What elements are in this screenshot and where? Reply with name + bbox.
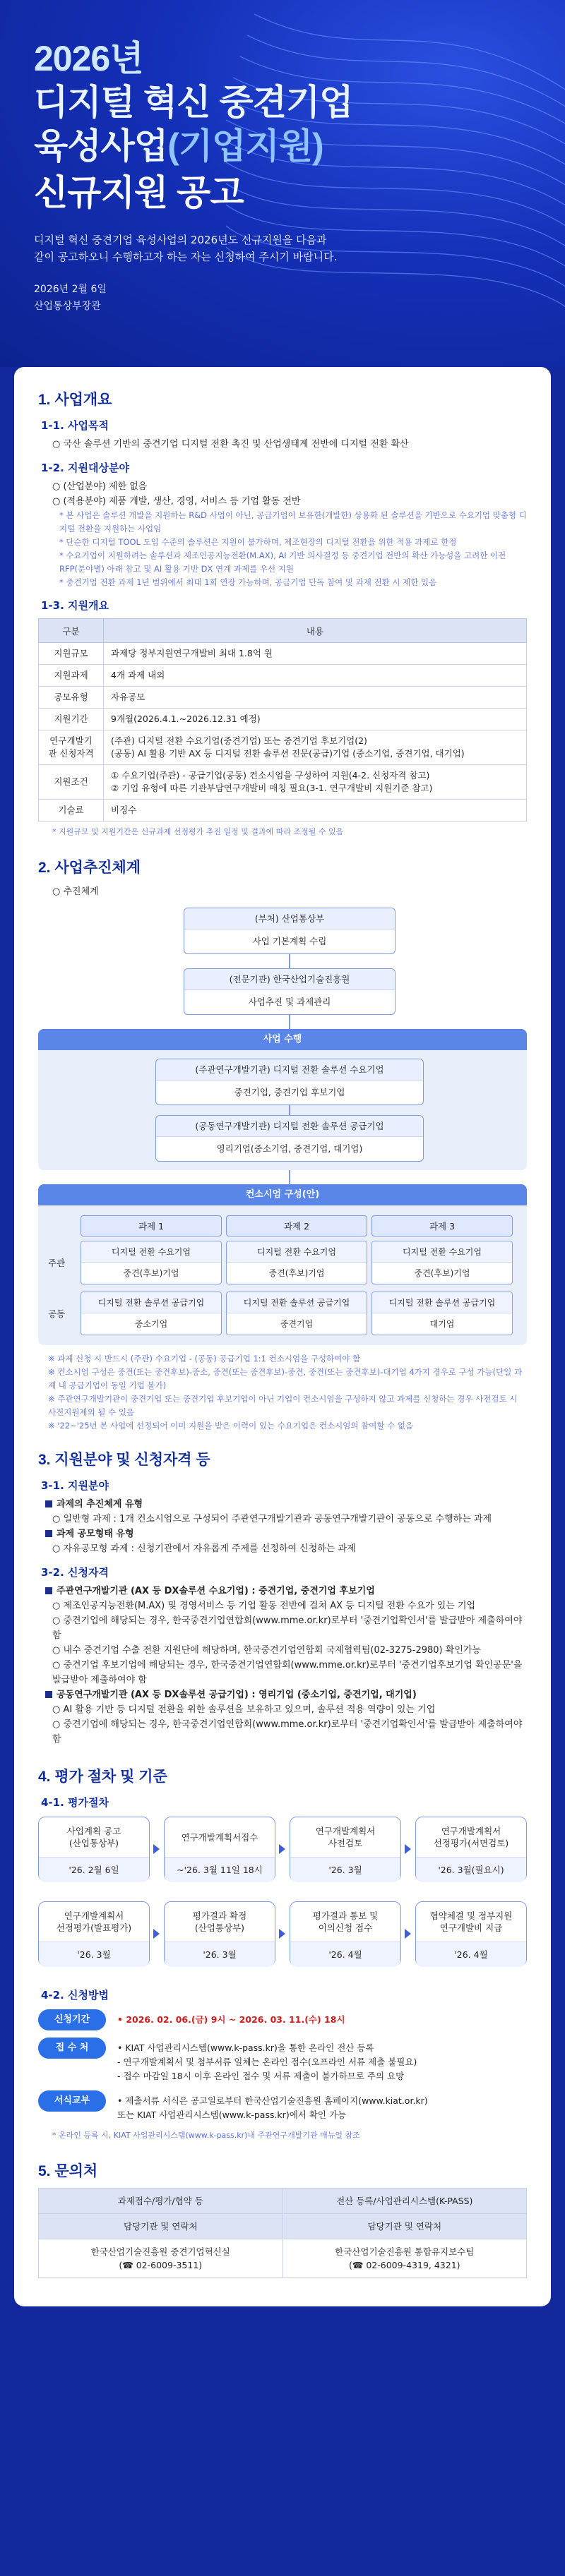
overview-key: 연구개발기관 신청자격 <box>39 730 104 765</box>
joint-org-box <box>155 1115 424 1162</box>
purpose-text: ○ 국산 솔루션 기반의 중견기업 디지털 전환 촉진 및 산업생태계 전반에 디지털 전환 확산 <box>52 439 409 450</box>
apply-schedule <box>38 2009 527 2122</box>
lead-eligibility-item: ○ 중견기업 후보기업에 해당되는 경우, 한국중견기업연합회(www.mme.or.kr)로부터 '중견기업후보기업 확인공문'을 발급받아 제출하여야 함 <box>52 1660 523 1685</box>
schedule-line: • 2026. 02. 06.(금) 9시 ~ 2026. 03. 11.(수) 18시 <box>117 2014 345 2025</box>
lead-eligibility-item: ○ 중견기업에 해당되는 경우, 한국중견기업연합회(www.mme.or.kr)로부터 '중견기업확인서'를 발급받아 제출하여야 함 <box>52 1615 523 1641</box>
target-notes <box>38 509 527 589</box>
overview-row <box>39 687 527 709</box>
target-title: 1-2. 지원대상분야 <box>41 462 129 474</box>
announce-date: 2026년 2월 6일 <box>34 284 107 295</box>
step-date: '26. 3월 <box>39 1942 149 1967</box>
step-title: 사업계획 공고 (산업통상부) <box>66 1826 121 1848</box>
overview-row <box>39 643 527 665</box>
hero-title <box>34 37 531 215</box>
contact-header: 과제접수/평가/협약 등 <box>39 2189 283 2214</box>
overview-value: 비징수 <box>104 800 527 821</box>
schedule-label: 신청기간 <box>38 2009 106 2030</box>
cell-role: 디지털 전환 수요기업 <box>227 1241 367 1263</box>
overview-key: 지원기간 <box>39 709 104 730</box>
support-field-title: 3-1. 지원분야 <box>41 1479 109 1492</box>
structure-label: ○ 추진체계 <box>52 886 99 897</box>
joint-org-label: (공동연구개발기관) 디지털 전환 솔루션 공급기업 <box>156 1116 423 1137</box>
overview-table <box>38 618 527 821</box>
procedure-title: 4-1. 평가절차 <box>41 1796 109 1809</box>
heading-text: 과제 공모형태 유형 <box>56 1529 134 1539</box>
overview-row <box>39 730 527 765</box>
overview-key: 지원조건 <box>39 765 104 800</box>
step-title: 평가결과 확정 (산업통상부) <box>192 1910 247 1933</box>
overview-key: 지원과제 <box>39 665 104 687</box>
cell-type: 대기업 <box>429 1319 455 1329</box>
step-title: 평가결과 통보 및 이의신청 접수 <box>312 1910 379 1933</box>
consortium-joint-cell <box>81 1292 222 1335</box>
step-title: 연구개발계획서접수 <box>181 1831 258 1843</box>
procedure-step <box>164 1817 275 1882</box>
procedure-step <box>415 1817 527 1882</box>
section-3-title: 3. 지원분야 및 신청자격 등 <box>38 1452 210 1468</box>
lead-eligibility-item: ○ 내수 중견기업 수출 전환 지원단에 해당하며, 한국중견기업연합회 국제협력팀(02-3275-2980) 확인가능 <box>52 1645 481 1656</box>
structure-notes <box>38 1352 527 1433</box>
heading-lead-eligibility <box>38 1584 527 1599</box>
procedure-step <box>415 1901 527 1966</box>
hero-intro: 디지털 혁신 중견기업 육성사업의 2026년도 신규지원을 다음과 같이 공고하오니 수행하고자 하는 자는 신청하여 주시기 바랍니다. <box>34 234 338 263</box>
schedule-text <box>106 2038 417 2083</box>
arrow-right-icon <box>153 1844 160 1854</box>
task-1-header: 과제 1 <box>81 1215 222 1236</box>
ministry-box <box>184 908 396 954</box>
agency-box <box>184 968 396 1015</box>
schedule-line: • 제출서류 서식은 공고일로부터 한국산업기술진흥원 홈페이지(www.kiat.or.kr) <box>117 2095 428 2106</box>
arrow-right-icon <box>279 1929 285 1939</box>
heading-joint-eligibility <box>38 1687 527 1702</box>
hero-banner <box>0 0 565 367</box>
general-task-desc: ○ 일반형 과제 : 1개 컨소시엄으로 구성되어 주관연구개발기관과 공동연구개발기관이 공동으로 수행하는 과제 <box>52 1514 492 1524</box>
execution-label: 사업 수행 <box>38 1029 527 1050</box>
overview-key: 지원규모 <box>39 643 104 665</box>
agency-label: (전문기관) 한국산업기술진흥원 <box>184 969 395 990</box>
title-line-3b: (기업지원) <box>167 126 323 166</box>
connector <box>289 1015 290 1029</box>
step-date: '26. 3월 <box>290 1857 400 1882</box>
cell-role: 디지털 전환 솔루션 공급기업 <box>372 1292 512 1313</box>
overview-row <box>39 800 527 821</box>
consortium-joint-cell <box>226 1292 367 1335</box>
cell-type: 중견(후보)기업 <box>268 1268 325 1278</box>
consortium-lead-cell <box>371 1241 513 1284</box>
schedule-text <box>106 2090 428 2122</box>
lead-org-box <box>155 1059 424 1105</box>
joint-org-type: 영리기업(중소기업, 중견기업, 대기업) <box>216 1143 363 1154</box>
schedule-row <box>38 2038 527 2083</box>
note: ※ 과제 신청 시 반드시 (주관) 수요기업 - (공동) 공급기업 1:1 컨소시엄을 구성하여야 함 <box>48 1354 361 1364</box>
overview-row <box>39 665 527 687</box>
cell-type: 중견(후보)기업 <box>123 1268 179 1278</box>
overview-value: ① 수요기업(주관) - 공급기업(공동) 컨소시엄을 구성하여 지원(4-2. 신청자격 참고) ② 기업 유형에 따른 기관부담연구개발비 매칭 필요(3-1. 연구개발비 지원기준 참고) <box>104 765 527 800</box>
procedure-step <box>38 1817 150 1882</box>
square-bullet-icon <box>45 1530 52 1537</box>
title-line-4: 신규지원 공고 <box>34 173 244 212</box>
note: * 본 사업은 솔루션 개발을 지원하는 R&D 사업이 아닌, 공급기업이 보유한(개발한) 상용화 된 솔루션을 기반으로 수요기업 맞춤형 디지털 전환을 지원하는 사업임 <box>59 510 527 534</box>
free-call-desc: ○ 자유공모형 과제 : 신청기관에서 자유롭게 주제를 선정하여 신청하는 과제 <box>52 1543 356 1554</box>
agency-role: 사업추진 및 과제관리 <box>248 997 331 1007</box>
step-date: ~'26. 3월 11일 18시 <box>165 1857 275 1882</box>
apply-note: * 온라인 등록 시, KIAT 사업관리시스템(www.k-pass.kr)내 주관연구개발기관 매뉴얼 참조 <box>52 2131 360 2140</box>
schedule-row <box>38 2090 527 2122</box>
cell-role: 디지털 전환 솔루션 공급기업 <box>227 1292 367 1313</box>
section-2-title: 2. 사업추진체계 <box>38 860 141 876</box>
procedure-step <box>290 1817 401 1882</box>
table-header: 구분 <box>39 619 104 643</box>
arrow-right-icon <box>279 1844 285 1854</box>
overview-key: 기술료 <box>39 800 104 821</box>
step-date: '26. 4월 <box>290 1942 400 1967</box>
contact-subheader: 담당기관 및 연락처 <box>39 2214 283 2239</box>
note: * 단순한 디지털 TOOL 도입 수준의 솔루션은 지원이 불가하며, 제조현장의 디지털 전환을 위한 적용 과제로 한정 <box>59 537 457 547</box>
schedule-row <box>38 2009 527 2030</box>
overview-value: 자유공모 <box>104 687 527 709</box>
note: ※ 컨소시엄 구성은 중견(또는 중견후보)-중소, 중견(또는 중견후보)-중견, 중견(또는 중견후보)-대기업 4가지 경우로 구성 가능(단일 과제 내 공급기업이 동일 기업 불가) <box>48 1367 523 1390</box>
lead-eligibility-item: ○ 제조인공지능전환(M.AX) 및 경영서비스 등 기업 활동 전반에 걸쳐 AX 등 디지털 전환 수요가 있는 기업 <box>52 1601 476 1611</box>
arrow-right-icon <box>153 1929 160 1939</box>
contact-info: 한국산업기술진흥원 중견기업혁신실 (☎ 02-6009-3511) <box>39 2239 283 2278</box>
note: ※ 주관연구개발기관이 중견기업 또는 중견기업 후보기업이 아닌 기업이 컨소시엄을 구성하지 않고 과제를 신청하는 경우 사전검토 시 사전지원제외 될 수 있음 <box>48 1394 518 1417</box>
arrow-right-icon <box>405 1929 411 1939</box>
overview-value: (주관) 디지털 전환 수요기업(중견기업) 또는 중견기업 후보기업(2) (공동) AI 활용 기반 AX 등 디지털 전환 솔루션 전문(공급)기업 (중소기업, 중견기업, 대기업) <box>104 730 527 765</box>
task-3-header: 과제 3 <box>371 1215 513 1236</box>
heading-text: 공동연구개발기관 (AX 등 DX솔루션 공급기업) : 영리기업 (중소기업, 중견기업, 대기업) <box>56 1690 417 1700</box>
procedure-step <box>164 1901 275 1966</box>
note: * 중견기업 전환 과제 1년 범위에서 최대 1회 연장 가능하며, 공급기업 단독 참여 및 과제 전환 시 제한 있음 <box>59 577 437 587</box>
row-label-lead: 주관 <box>48 1258 66 1268</box>
cell-role: 디지털 전환 솔루션 공급기업 <box>81 1292 221 1313</box>
schedule-label: 서식교부 <box>38 2090 106 2112</box>
contact-header: 전산 등록/사업관리시스템(K-PASS) <box>282 2189 527 2214</box>
procedure-flow <box>38 1817 527 1979</box>
note: ※ '22~'25년 본 사업에 선정되어 이미 지원을 받은 이력이 있는 수요기업은 컨소시엄의 참여할 수 없음 <box>48 1421 414 1431</box>
contact-info: 한국산업기술진흥원 통합유지보수팀 (☎ 02-6009-4319, 4321) <box>282 2239 527 2278</box>
lead-org-label: (주관연구개발기관) 디지털 전환 솔루션 수요기업 <box>156 1059 423 1081</box>
step-title: 연구개발계획서 선정평가(서면검토) <box>433 1826 509 1848</box>
schedule-line: 또는 KIAT 사업관리시스템(www.k-pass.kr)에서 확인 가능 <box>117 2109 347 2120</box>
step-title: 연구개발계획서 사전검토 <box>315 1826 376 1848</box>
connector <box>289 1105 290 1115</box>
connector <box>289 1170 290 1184</box>
overview-note: * 지원규모 및 지원기간은 신규과제 선정평가 추진 일정 및 결과에 따라 조정될 수 있음 <box>52 827 344 836</box>
target-industry: ○ (산업분야) 제한 없음 <box>52 481 148 492</box>
overview-row <box>39 765 527 800</box>
task-2-header: 과제 2 <box>226 1215 367 1236</box>
title-line-2: 디지털 혁신 중견기업 <box>34 83 353 122</box>
schedule-line: - 접수 마감일 18시 이후 온라인 접수 및 서류 제출이 불가하므로 주의 요망 <box>117 2071 405 2081</box>
purpose-title: 1-1. 사업목적 <box>41 419 109 432</box>
contact-table <box>38 2188 527 2278</box>
table-header: 내용 <box>104 619 527 643</box>
square-bullet-icon <box>45 1500 52 1507</box>
square-bullet-icon <box>45 1587 52 1594</box>
title-year: 2026년 <box>34 39 143 78</box>
issuer: 산업통상부장관 <box>34 301 101 312</box>
note: * 수요기업이 지원하려는 솔루션과 제조인공지능전환(M.AX), AI 기반 의사결정 등 중견기업 전반의 확산 가능성을 고려한 이전 RFP(분야별) 아래 참고 및 AI 활용 기반 DX 연계 과제를 우선 지원 <box>59 550 506 574</box>
heading-structure-type <box>38 1497 527 1512</box>
step-title: 협약체결 및 정부지원 연구개발비 지급 <box>429 1910 513 1933</box>
hero-date <box>34 281 531 315</box>
org-chart <box>38 908 527 1430</box>
row-label-joint: 공동 <box>48 1308 66 1319</box>
section-4-title: 4. 평가 절차 및 기준 <box>38 1769 167 1785</box>
lead-org-type: 중견기업, 중견기업 후보기업 <box>234 1087 345 1097</box>
step-date: '26. 3월 <box>165 1942 275 1967</box>
square-bullet-icon <box>45 1691 52 1698</box>
overview-value: 과제당 정부지원연구개발비 최대 1.8억 원 <box>104 643 527 665</box>
joint-eligibility-item: ○ 중견기업에 해당되는 경우, 한국중견기업연합회(www.mme.or.kr)로부터 '중견기업확인서'를 발급받아 제출하여야 함 <box>52 1719 523 1745</box>
schedule-line: - 연구개발계획서 및 첨부서류 일체는 온라인 접수(오프라인 서류 제출 불필요) <box>117 2057 417 2067</box>
consortium-joint-cell <box>371 1292 513 1335</box>
consortium-lead-cell <box>226 1241 367 1284</box>
section-5-title: 5. 문의처 <box>38 2163 98 2179</box>
title-line-3a: 육성사업 <box>34 126 168 166</box>
cell-role: 디지털 전환 수요기업 <box>81 1241 221 1263</box>
joint-eligibility-item: ○ AI 활용 기반 등 디지털 전환을 위한 솔루션을 보유하고 있으며, 솔루션 적용 역량이 있는 기업 <box>52 1704 436 1715</box>
cell-type: 중견기업 <box>280 1319 314 1329</box>
overview-key: 공모유형 <box>39 687 104 709</box>
cell-type: 중견(후보)기업 <box>414 1268 470 1278</box>
cell-type: 중소기업 <box>134 1319 168 1329</box>
step-date: '26. 2월 6일 <box>39 1857 149 1882</box>
schedule-line: • KIAT 사업관리시스템(www.k-pass.kr)을 통한 온라인 전산 등록 <box>117 2042 374 2053</box>
heading-text: 과제의 추진체계 유형 <box>56 1499 143 1510</box>
connector <box>289 954 290 968</box>
target-application: ○ (적용분야) 제품 개발, 생산, 경영, 서비스 등 기업 활동 전반 <box>52 496 301 507</box>
heading-text: 주관연구개발기관 (AX 등 DX솔루션 수요기업) : 중견기업, 중견기업 후보기업 <box>56 1586 375 1596</box>
consortium-label: 컨소시엄 구성(안) <box>38 1184 527 1205</box>
step-date: '26. 4월 <box>416 1942 526 1967</box>
ministry-role: 사업 기본계획 수립 <box>252 936 327 946</box>
contact-subheader: 담당기관 및 연락처 <box>282 2214 527 2239</box>
arrow-right-icon <box>405 1844 411 1854</box>
step-title: 연구개발계획서 선정평가(발표평가) <box>56 1910 132 1933</box>
section-1-title: 1. 사업개요 <box>38 392 112 408</box>
procedure-step <box>38 1901 150 1966</box>
apply-method-title: 4-2. 신청방법 <box>41 1989 109 2002</box>
overview-value: 9개월(2026.4.1.~2026.12.31 예정) <box>104 709 527 730</box>
procedure-step <box>290 1901 401 1966</box>
overview-value: 4개 과제 내외 <box>104 665 527 687</box>
content-card <box>14 367 551 2306</box>
step-date: '26. 3월(필요시) <box>416 1857 526 1882</box>
consortium-lead-cell <box>81 1241 222 1284</box>
overview-row <box>39 709 527 730</box>
cell-role: 디지털 전환 수요기업 <box>372 1241 512 1263</box>
ministry-label: (부처) 산업통상부 <box>184 908 395 929</box>
overview-title: 1-3. 지원개요 <box>41 599 109 612</box>
schedule-text <box>106 2009 345 2027</box>
eligibility-title: 3-2. 신청자격 <box>41 1566 109 1579</box>
schedule-label: 접 수 처 <box>38 2038 106 2059</box>
heading-call-type <box>38 1527 527 1541</box>
